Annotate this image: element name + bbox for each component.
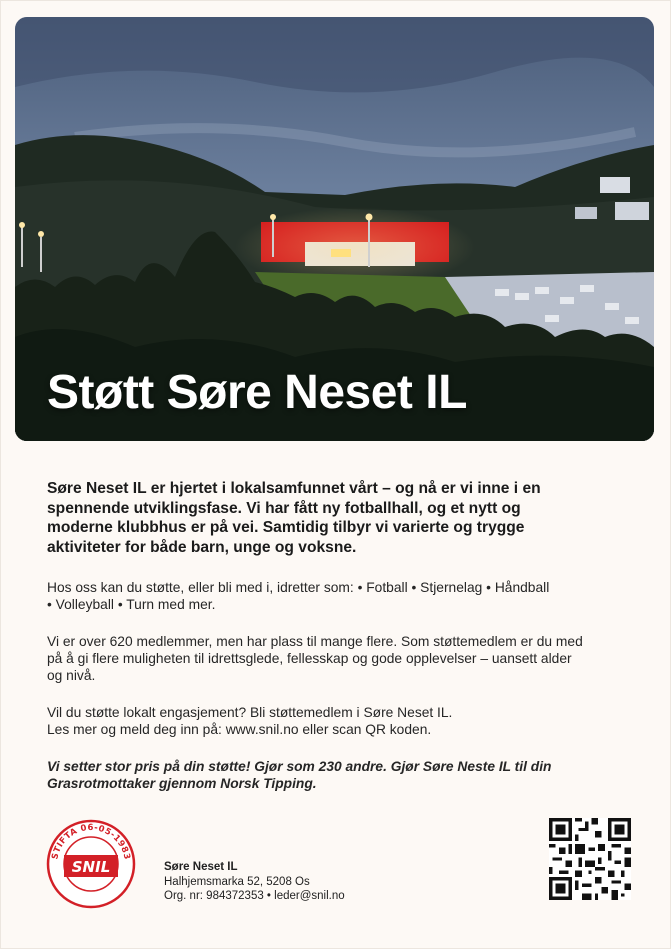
hero-photo	[15, 17, 654, 441]
grasrot-paragraph: Vi setter stor pris på din støtte! Gjør som 230 andre. Gjør Søre Neste IL til din Grasrotmottaker gjennom Norsk Tipping.	[47, 759, 552, 792]
activity-item: Fotball	[366, 580, 408, 596]
snil-logo	[46, 819, 136, 909]
footer-address: Halhjemsmarka 52, 5208 Os	[164, 875, 310, 888]
body-content	[47, 479, 587, 792]
activity-item: Turn med mer.	[126, 597, 216, 613]
logo-text: SNIL	[71, 858, 111, 876]
cta-paragraph	[47, 704, 587, 738]
logo-ring-text: STIFTA 06-05-1983	[50, 822, 132, 861]
activities-list: • Fotball • Stjernelag • Håndball • Volleyball • Turn med mer.	[47, 580, 550, 613]
activities-paragraph	[47, 579, 587, 613]
intro-lead: Søre Neset IL er hjertet i lokalsamfunnet vårt – og nå er vi inne i en spennende utviklingsfase. Vi har fått ny fotballhall, og et nytt og moderne klubbhus er på vei. Samtidig tilbyr vi varierte og trygge aktiviteter for både barn, unge og voksne.	[47, 480, 541, 556]
cta-line-1: Vil du støtte lokalt engasjement? Bli støttemedlem i Søre Neset IL.	[47, 705, 453, 721]
footer-org-name: Søre Neset IL	[164, 861, 238, 873]
footer-contact	[164, 860, 345, 904]
activities-intro: Hos oss kan du støtte, eller bli med i, idretter som:	[47, 580, 354, 596]
activity-item: Håndball	[494, 580, 550, 596]
activity-item: Volleyball	[55, 597, 114, 613]
hero-title: Støtt Søre Neset IL	[47, 366, 467, 419]
activity-item: Stjernelag	[420, 580, 483, 596]
qr-code-icon[interactable]	[549, 818, 631, 900]
footer-contact-line: Org. nr: 984372353 • leder@snil.no	[164, 890, 345, 902]
membership-paragraph: Vi er over 620 medlemmer, men har plass til mange flere. Som støttemedlem er du med på å gi flere muligheten til idrettsglede, fellesskap og gode opplevelser – uansett alder og nivå.	[47, 634, 583, 684]
cta-line-2: Les mer og meld deg inn på: www.snil.no eller scan QR koden.	[47, 722, 432, 738]
